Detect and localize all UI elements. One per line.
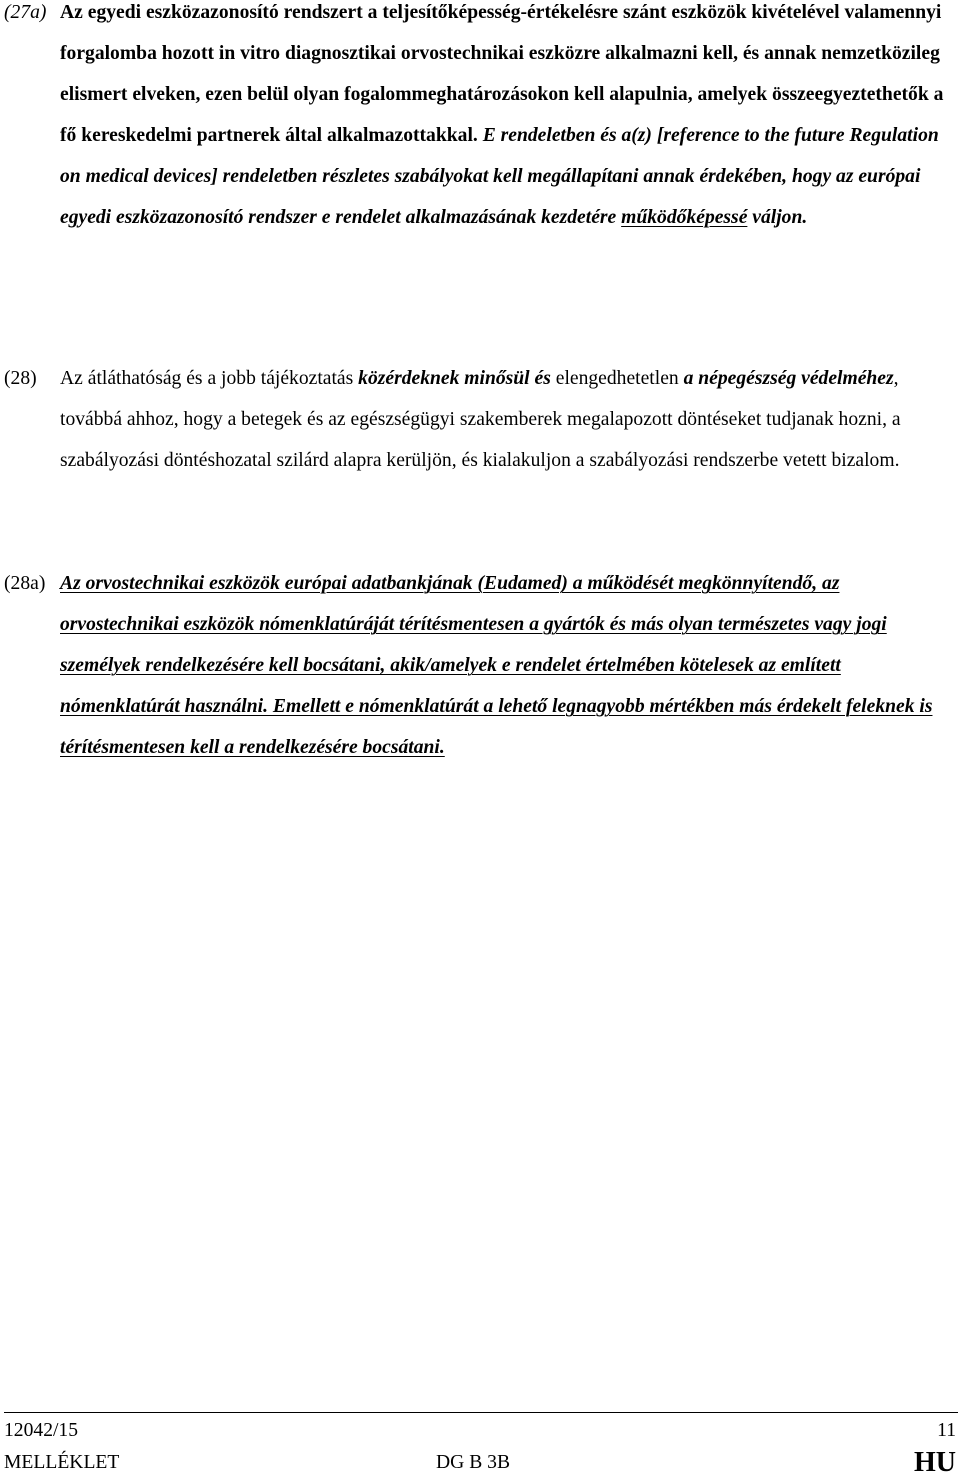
language-code: HU: [914, 1447, 956, 1478]
paragraph-27a: [0, 0, 960, 238]
page-number: 11: [937, 1420, 956, 1441]
paragraph-28a: [0, 563, 960, 768]
paragraph-segment: a népegészség védelméhez: [683, 368, 894, 389]
department-code: DG B 3B: [436, 1452, 511, 1473]
paragraph-number: (28a): [4, 573, 46, 594]
paragraph-segment: elengedhetetlen: [550, 368, 684, 389]
paragraph-segment: váljon.: [747, 207, 808, 228]
paragraph-segment: Az egyedi eszközazonosító rendszert a teljesítőképesség-értékelésre szánt eszközök kivételével valamennyi forgalomba hozott in vitro diagnosztikai orvostechnikai eszközre alkalmazni kell, és annak nemzetközileg elismert elveken, ezen belül olyan fogalommeghatározásokon kell alapulnia, amelyek összeegyeztethetők a fő kereskedelmi partnerek által alkalmazottakkal.: [60, 2, 944, 146]
annex-label: MELLÉKLET: [4, 1452, 120, 1473]
document-number: 12042/15: [4, 1420, 79, 1441]
paragraph-segment: Az átláthatóság és a jobb tájékoztatás: [60, 368, 359, 389]
footer-divider: [4, 1412, 958, 1413]
paragraph-number: (27a): [4, 2, 47, 23]
paragraph-segment: , továbbá ahhoz, hogy a betegek és az egészségügyi szakemberek megalapozott döntéseket tudjanak hozni, a szabályozási döntéshozatal szilárd alapra kerüljön, és kialakuljon a szabályozási rendszerbe vetett bizalom.: [60, 368, 901, 471]
paragraph-segment: Az orvostechnikai eszközök európai adatbankjának (Eudamed) a működését megkönnyítendő, az orvostechnikai eszközök nómenklatúráját térítésmentesen a gyártók és más olyan természetes vagy jogi személyek rendelkezésére kell bocsátani, akik/amelyek e rendelet értelmében kötelesek az említett nómenklatúrát használni. Emellett e nómenklatúrát a lehető legnagyobb mértékben más érdekelt feleknek is térítésmentesen kell a rendelkezésére bocsátani.: [60, 573, 933, 758]
paragraph-number: (28): [4, 368, 37, 389]
paragraph-segment: működőképessé: [621, 207, 748, 228]
paragraph-28: [0, 358, 960, 481]
paragraph-segment: E rendeletben és a(z) [reference to the future Regulation on medical devices] rendeletben részletes szabályokat kell megállapítani annak érdekében, hogy az európai egyedi eszközazonosító rendszer e rendelet alkalmazásának kezdetére: [60, 125, 939, 228]
paragraph-segment: közérdeknek minősül és: [358, 368, 551, 389]
